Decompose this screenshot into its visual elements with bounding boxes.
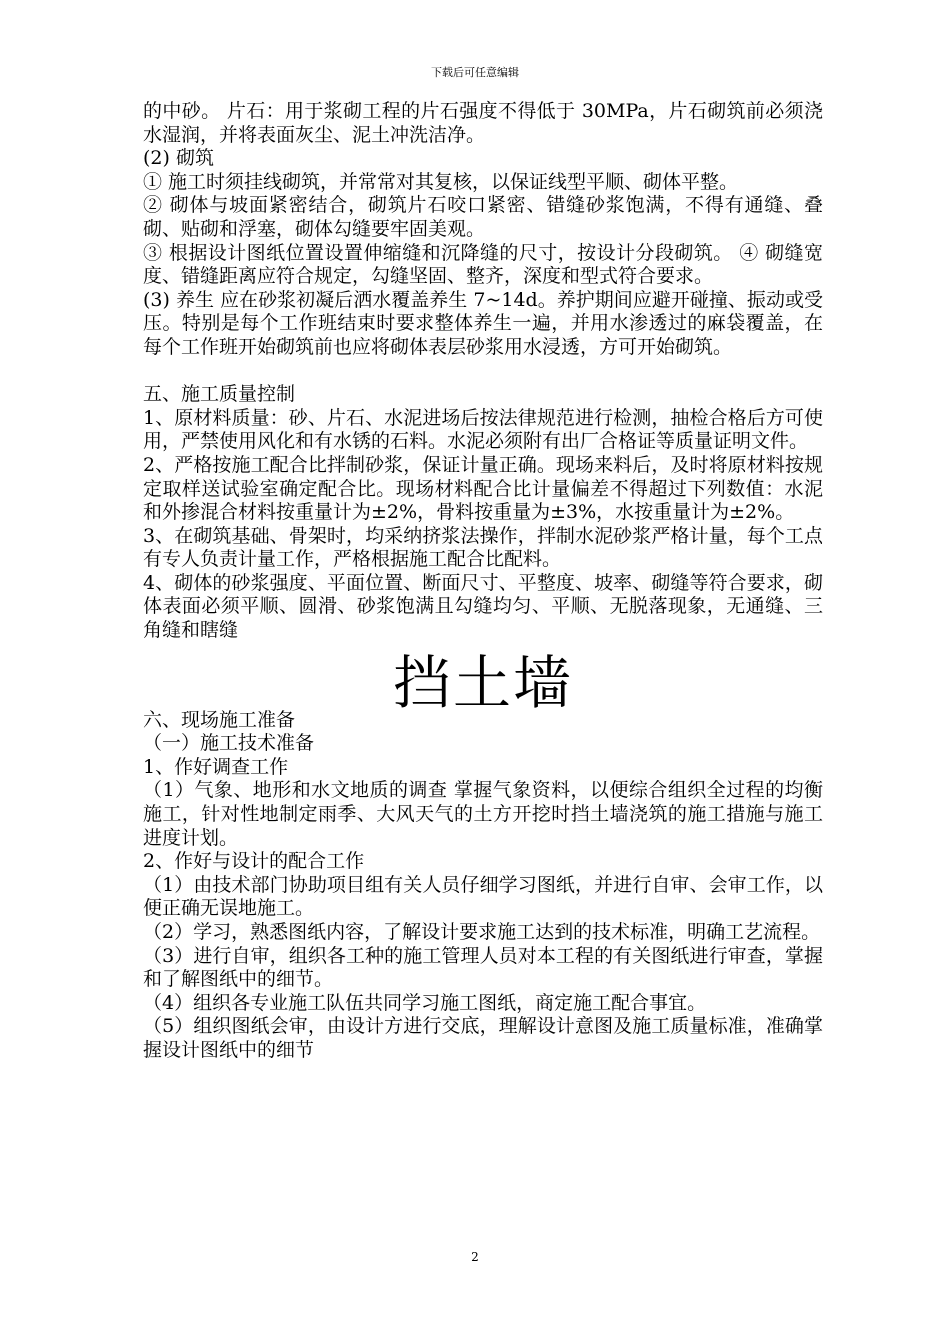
paragraph: 1、原材料质量：砂、片石、水泥进场后按法律规范进行检测，抽检合格后方可使用，严禁使用风化和有水锈的石料。水泥必须附有出厂合格证等质量证明文件。 <box>143 406 823 453</box>
paragraph: (3) 养生 应在砂浆初凝后洒水覆盖养生 7~14d。养护期间应避开碰撞、振动或受压。特别是每个工作班结束时要求整体养生一遍，并用水渗透过的麻袋覆盖，在每个工作班开始砌筑前也应将砌体表层砂浆用水浸透，方可开始砌筑。 <box>143 288 823 358</box>
subsection-heading: 1、作好调查工作 <box>143 755 289 778</box>
paragraph: （3）进行自审，组织各工种的施工管理人员对本工程的有关图纸进行审查，掌握和了解图纸中的细节。 <box>143 944 823 991</box>
section-heading: 五、施工质量控制 <box>143 383 296 406</box>
section-heading: (2) 砌筑 <box>143 147 214 170</box>
paragraph: 的中砂。 片石：用于浆砌工程的片石强度不得低于 30MPa，片石砌筑前必须浇水湿润，并将表面灰尘、泥土冲洗洁净。 <box>143 100 823 146</box>
page-header: 下载后可任意编辑 <box>431 66 519 79</box>
document-body <box>143 100 823 1063</box>
paragraph: ③ 根据设计图纸位置设置伸缩缝和沉降缝的尺寸，按设计分段砌筑。 ④ 砌缝宽度、错缝距离应符合规定，勾缝坚固、整齐，深度和型式符合要求。 <box>143 241 823 288</box>
paragraph: ① 施工时须挂线砌筑，并常常对其复核，以保证线型平顺、砌体平整。 <box>143 170 739 193</box>
paragraph: （1）由技术部门协助项目组有关人员仔细学习图纸，并进行自审、会审工作，以便正确无误地施工。 <box>143 873 823 920</box>
paragraph: 2、严格按施工配合比拌制砂浆，保证计量正确。现场来料后，及时将原材料按规定取样送试验室确定配合比。现场材料配合比计量偏差不得超过下列数值：水泥和外掺混合材料按重量计为±2%，骨料按重量为±3%，水按重量计为±2%。 <box>143 453 823 524</box>
section-heading: 六、现场施工准备 <box>143 708 296 731</box>
paragraph: （1）气象、地形和水文地质的调查 掌握气象资料，以便综合组织全过程的均衡施工，针对性地制定雨季、大风天气的土方开挖时挡土墙浇筑的施工措施与施工进度计划。 <box>143 779 823 849</box>
document-title: 挡土墙 <box>392 648 573 717</box>
subsection-heading: 2、作好与设计的配合工作 <box>143 850 365 873</box>
paragraph: 3、在砌筑基础、骨架时，均采纳挤浆法操作，拌制水泥砂浆严格计量，每个工点有专人负责计量工作，严格根据施工配合比配料。 <box>143 524 823 571</box>
paragraph: （2）学习，熟悉图纸内容，了解设计要求施工达到的技术标准，明确工艺流程。 <box>143 921 821 943</box>
subsection-heading: （一）施工技术准备 <box>143 732 315 755</box>
paragraph: 4、砌体的砂浆强度、平面位置、断面尺寸、平整度、坡率、砌缝等符合要求，砌体表面必须平顺、圆滑、砂浆饱满且勾缝均匀、平顺、无脱落现象，无通缝、三角缝和瞎缝 <box>143 571 823 642</box>
blank-line <box>143 360 823 384</box>
page-number: 2 <box>471 1250 479 1264</box>
paragraph: （5）组织图纸会审，由设计方进行交底，理解设计意图及施工质量标准，准确掌握设计图纸中的细节 <box>143 1015 823 1061</box>
paragraph: （4）组织各专业施工队伍共同学习施工图纸，商定施工配合事宜。 <box>143 991 707 1014</box>
paragraph: ② 砌体与坡面紧密结合，砌筑片石咬口紧密、错缝砂浆饱满，不得有通缝、叠砌、贴砌和浮塞，砌体勾缝要牢固美观。 <box>143 194 823 240</box>
